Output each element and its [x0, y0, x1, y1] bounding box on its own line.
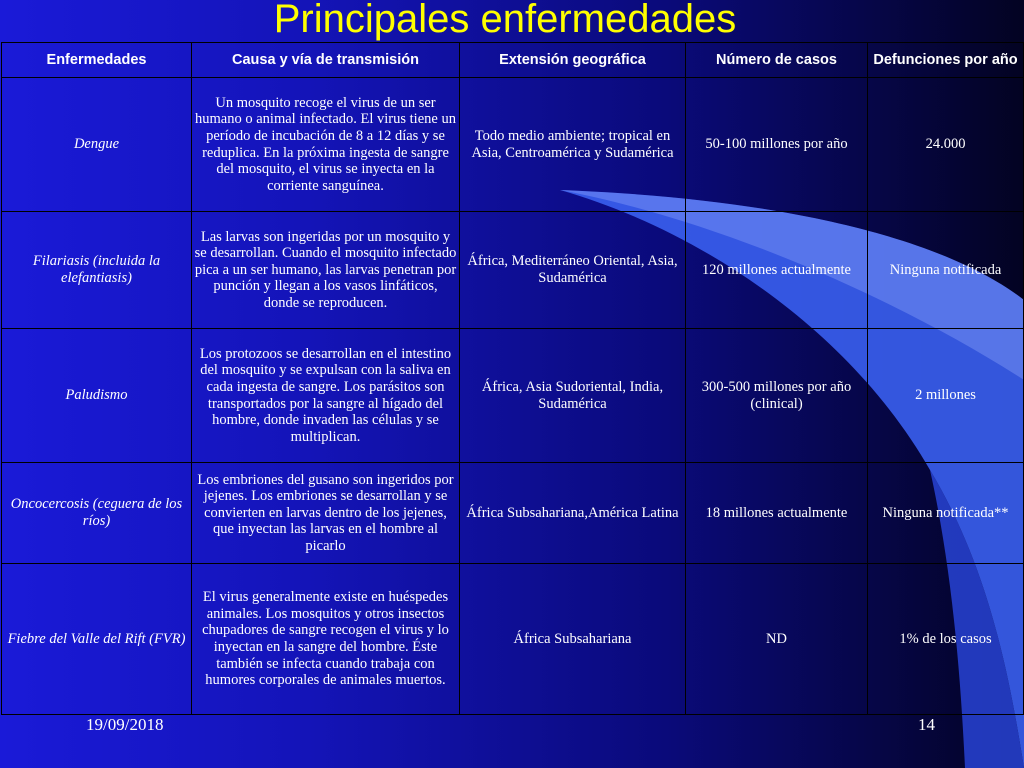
- disease-deaths: 24.000: [868, 78, 1024, 212]
- header-defunciones: Defunciones por año: [868, 43, 1024, 78]
- disease-cases: 120 millones actualmente: [686, 212, 868, 329]
- disease-extent: África, Mediterráneo Oriental, Asia, Sudamérica: [460, 212, 686, 329]
- footer-date: 19/09/2018: [86, 715, 164, 734]
- disease-cases: 50-100 millones por año: [686, 78, 868, 212]
- table-row: [2, 463, 1024, 564]
- disease-extent: África Subsahariana,América Latina: [460, 463, 686, 564]
- disease-cases: 300-500 millones por año (clinical): [686, 329, 868, 463]
- disease-name: Dengue: [2, 78, 192, 212]
- disease-cases: 18 millones actualmente: [686, 463, 868, 564]
- disease-name: Filariasis (incluida la elefantiasis): [2, 212, 192, 329]
- disease-extent: África, Asia Sudoriental, India, Sudamérica: [460, 329, 686, 463]
- slide-title: Principales enfermedades: [273, 0, 737, 41]
- table-row: [2, 212, 1024, 329]
- disease-deaths: 2 millones: [868, 329, 1024, 463]
- disease-extent: África Subsahariana: [460, 564, 686, 715]
- disease-deaths: Ninguna notificada: [868, 212, 1024, 329]
- disease-cause: Los protozoos se desarrollan en el intestino del mosquito y se expulsan con la saliva en cada ingesta de sangre. Los parásitos son transportados por la sangre al hígado del hombre, donde invaden las células y se multiplican.: [192, 329, 460, 463]
- disease-deaths: 1% de los casos: [868, 564, 1024, 715]
- table-row: [2, 78, 1024, 212]
- header-extension: Extensión geográfica: [460, 43, 686, 78]
- disease-name: Oncocercosis (ceguera de los ríos): [2, 463, 192, 564]
- disease-cause: Las larvas son ingeridas por un mosquito y se desarrollan. Cuando el mosquito infectado pica a un ser humano, las larvas penetran por punción y llegan a los vasos linfáticos, donde se reproducen.: [192, 212, 460, 329]
- table-row: [2, 564, 1024, 715]
- disease-cases: ND: [686, 564, 868, 715]
- disease-cause: Los embriones del gusano son ingeridos por jejenes. Los embriones se desarrollan y se convierten en larvas dentro de los jejenes, que inyectan las larvas en el hombre al picarlo: [192, 463, 460, 564]
- table-header-row: [2, 43, 1024, 78]
- header-causa: Causa y vía de transmisión: [192, 43, 460, 78]
- disease-name: Fiebre del Valle del Rift (FVR): [2, 564, 192, 715]
- disease-cause: El virus generalmente existe en huéspedes animales. Los mosquitos y otros insectos chupadores de sangre recogen el virus y lo inyectan en la sangre del hombre. Éste también se infecta cuando trabaja con humores corporales de animales muertos.: [192, 564, 460, 715]
- page-number: 14: [918, 715, 935, 734]
- disease-name: Paludismo: [2, 329, 192, 463]
- header-enfermedades: Enfermedades: [2, 43, 192, 78]
- diseases-table: [1, 42, 1024, 715]
- disease-extent: Todo medio ambiente; tropical en Asia, Centroamérica y Sudamérica: [460, 78, 686, 212]
- header-casos: Número de casos: [686, 43, 868, 78]
- table-row: [2, 329, 1024, 463]
- disease-cause: Un mosquito recoge el virus de un ser humano o animal infectado. El virus tiene un período de incubación de 8 a 12 días y se reduplica. En la próxima ingesta de sangre del mosquito, el virus se inyecta en la corriente sanguínea.: [192, 78, 460, 212]
- disease-deaths: Ninguna notificada**: [868, 463, 1024, 564]
